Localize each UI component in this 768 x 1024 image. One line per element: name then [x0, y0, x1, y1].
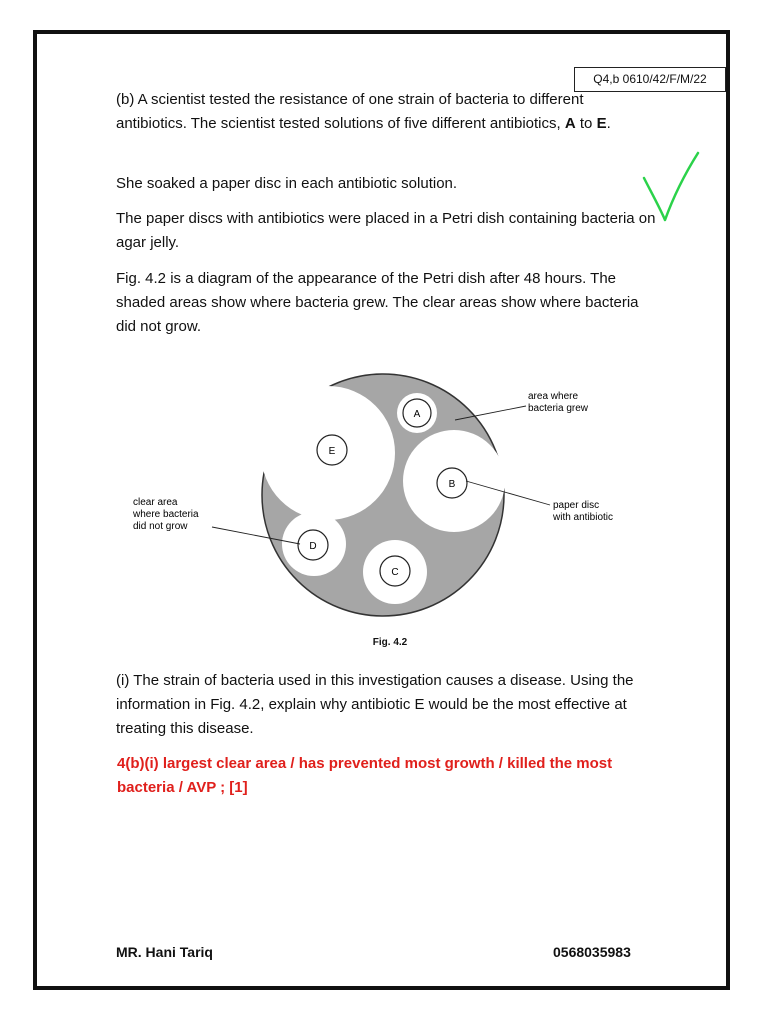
- footer-phone: 0568035983: [553, 944, 631, 960]
- label-growth-line1: area where: [528, 391, 579, 402]
- intro-text: (b) A scientist tested the resistance of one strain of bacteria to different antibiotics. The scientist tested solutions of five different antibiotics,: [116, 91, 584, 132]
- answer-text: 4(b)(i) largest clear area / has prevented most growth / killed the most bacteria / AVP ; [1]: [117, 755, 613, 796]
- paragraph-petri: The paper discs with antibiotics were placed in a Petri dish containing bacteria on agar jelly.: [116, 210, 656, 251]
- disc-label-b: B: [448, 479, 456, 490]
- paragraph-soaked: She soaked a paper disc in each antibiotic solution.: [116, 175, 458, 192]
- disc-label-d: D: [309, 541, 317, 552]
- label-clear-line3: did not grow: [133, 521, 188, 532]
- paragraph-figure-intro: Fig. 4.2 is a diagram of the appearance of the Petri dish after 48 hours. The shaded areas show where bacteria grew. The clear areas show where bacteria did not grow.: [116, 270, 639, 335]
- intro-bold-e: E: [596, 115, 607, 132]
- disc-label-c: C: [391, 567, 399, 578]
- intro-mid: to: [575, 115, 597, 132]
- footer-author: MR. Hani Tariq: [116, 944, 213, 960]
- label-growth-line2: bacteria grew: [528, 403, 589, 414]
- label-disc-line1: paper disc: [553, 500, 600, 511]
- check-mark-icon: [640, 150, 702, 228]
- label-disc-line2: with antibiotic: [553, 512, 614, 523]
- petri-dish-figure: [130, 360, 650, 650]
- disc-label-e: E: [328, 446, 336, 457]
- intro-end: .: [606, 115, 611, 132]
- question-text: (i) The strain of bacteria used in this investigation causes a disease. Using the information in Fig. 4.2, explain why antibiotic E would be the most effective at treating this disease.: [116, 672, 634, 737]
- label-clear-line2: where bacteria: [133, 509, 199, 520]
- intro-bold-a: A: [564, 115, 576, 132]
- label-clear-line1: clear area: [133, 497, 178, 508]
- paragraph-intro: [116, 88, 656, 136]
- disc-label-a: A: [413, 409, 421, 420]
- petri-dish-diagram: [130, 360, 650, 635]
- figure-caption: Fig. 4.2: [372, 637, 408, 648]
- question-reference: Q4,b 0610/42/F/M/22: [574, 67, 726, 92]
